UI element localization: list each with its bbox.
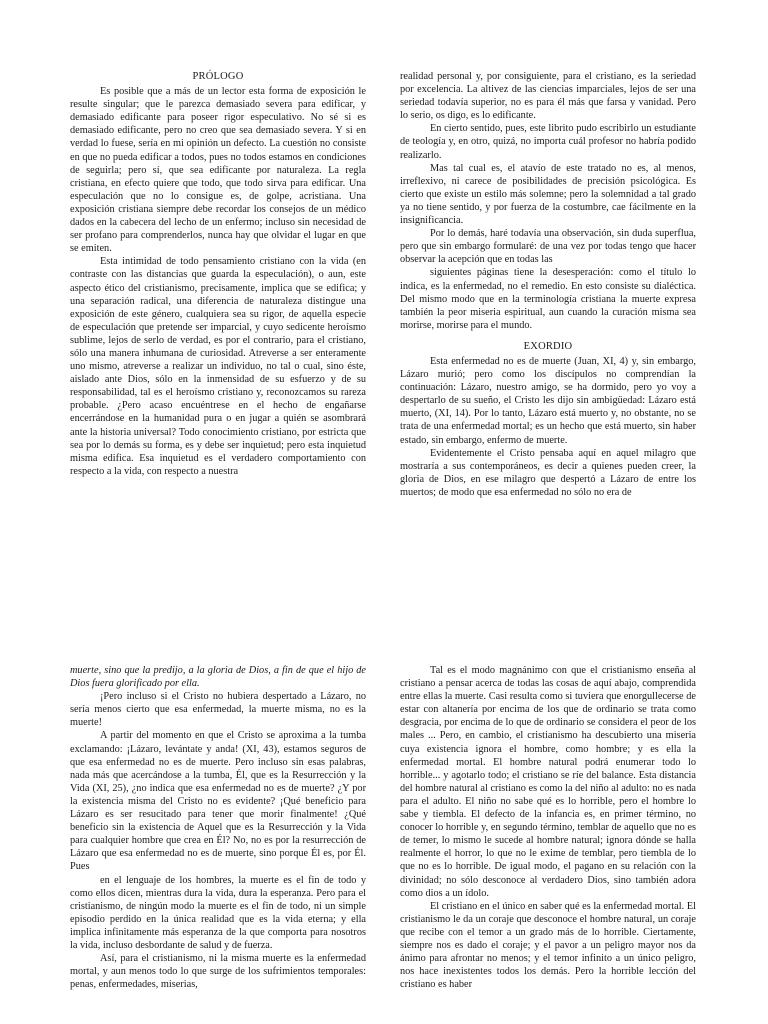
paragraph: siguientes páginas tiene la desesperación: como el título lo indica, es la enfermedad, no el remedio. En esto consiste su dialéctica. Del mismo modo que en la terminología cristiana la muerte expresa también la peor miseria espiritual, aun cuando la curación misma sea morirse, morirse para el mundo. xyxy=(400,267,696,331)
paragraph: Así, para el cristianismo, ni la misma muerte es la enfermedad mortal, y aun menos todo lo que surge de los sufrimientos temporales: penas, enfermedades, miserias, xyxy=(70,953,366,991)
paragraph: Esta intimidad de todo pensamiento cristiano con la vida (en contraste con las distancias que guarda la especulación), o aun, este aspecto ético del cristianismo, precisamente, implica que se edifica; y una separación radical, una diferencia de naturaleza distingue una exposición de este género, cualquiera sea su rigor, de aquella especie de especulación que pretende ser imparcial, y cuyo sedicente heroísmo sublime, lejos de serlo de verdad, es por el contrario, para el cristiano, sólo una manera inhumana de curiosidad. Atreverse a ser enteramente uno mismo, atreverse a realizar un individuo, no tal o cual, sino éste, aislado ante Dios, sólo en la inmensidad de su esfuerzo y de su responsabilidad, tal es el heroísmo cristiano y, reconozcamos su rareza probable. ¿Pero acaso encuéntrese en el hecho de engañarse encerrándose en la humanidad pura o en jugar a quién se asombrará ante la historia universal? Todo conocimiento cristiano, por estricta que sea por lo demás su forma, es y debe ser inquietud; pero esta inquietud misma edifica. Esa inquietud es el verdadero comportamiento con respecto a la vida, con respecto a nuestra xyxy=(70,256,366,477)
paragraph: en el lenguaje de los hombres, la muerte es el fin de todo y como ellos dicen, mientras dura la vida, dura la esperanza. Pero para el cristianismo, de ningún modo la muerte es el fin de todo, ni un simple episodio perdido en la única realidad que es la vida eterna; y ella implica infinitamente más esperanza de la que comporta para nosotros la vida, incluso desbordante de salud y de fuerza. xyxy=(70,874,366,951)
column-bottom-right xyxy=(400,664,696,991)
paragraph: En cierto sentido, pues, este librito pudo escribirlo un estudiante de teología y, en otro, quizá, no importa cuál profesor no habría podido realizarlo. xyxy=(400,123,696,161)
paragraph: Tal es el modo magnánimo con que el cristianismo enseña al cristiano a pensar acerca de todas las cosas de aquí abajo, comprendida entre ellas la muerte. Casi resulta como si tuviera que enorgullecerse de estar con altanería por encima de los que de ordinario se trata como desgracia, por encima de lo que de ordinario se considera el peor de los males ... Pero, en cambio, el cristianismo ha descubierto una miseria cuya existencia ignora el hombre, como hombre; y es ella la enfermedad mortal. El hombre natural podrá enumerar todo lo horrible... y agotarlo todo; el cristiano se ríe del balance. Esta distancia del hombre natural al cristiano es como la del niño al adulto: no es nada para el adulto. El niño no sabe qué es lo horrible, pero el hombre lo sabe y tiembla. El defecto de la infancia es, en primer término, no conocer lo horrible y, en segundo término, temblar de aquello que no es de temer, lo mismo le sucede al hombre natural; ignora dónde se halla realmente el horror, lo que no le exime de temblar, pero tiembla de lo que no es lo horrible. De igual modo, el pagano en su relación con la divinidad; no sólo desconoce al verdadero Dios, sino también adora como dios a un ídolo. xyxy=(400,665,696,899)
paragraph: A partir del momento en que el Cristo se aproxima a la tumba exclamando: ¡Lázaro, levántate y anda! (XI, 43), estamos seguros de que esa enfermedad no es de muerte. Pero incluso sin esas palabras, nada más que acercándose a la tumba, Él, que es la Resurrección y la Vida (XI, 25), ¿no indica que esa enfermedad no es de muerte? ¿Y por la existencia misma del Cristo no es evidente? ¡Qué beneficio para Lázaro es ser resucitado para tener que morir finalmente! ¿Qué beneficio sin la existencia de Aquel que es la Resurrección y la Vida para cualquier hombre que crea en Él? No, no es por la resurrección de Lázaro que esa enfermedad no es de muerte, sino porque Él es, por Él. Pues xyxy=(70,730,366,873)
paragraph: Evidentemente el Cristo pensaba aquí en aquel milagro que mostraría a sus contemporáneos, es decir a quienes pueden creer, la gloria de Dios, en ese milagro que despertó a Lázaro de entre los muertos; de modo que esa enfermedad no sólo no era de xyxy=(400,447,696,498)
column-top-right xyxy=(400,70,696,499)
column-top-left xyxy=(70,70,366,478)
prologue-heading: PRÓLOGO xyxy=(192,71,244,82)
column-bottom-left xyxy=(70,664,366,991)
paragraph: Esta enfermedad no es de muerte (Juan, XI, 4) y, sin embargo, Lázaro murió; pero como los discípulos no comprendían la continuación: Lázaro, nuestro amigo, se ha dormido, pero yo voy a despertarlo de su sueño, el Cristo les dijo sin ambigüedad: Lázaro está muerto, (XI, 14). Por lo tanto, Lázaro está muerto y, no obstante, no se trata de una enfermedad mortal; es un hecho que está muerto, sin haber estado, sin embargo, enfermo de muerte. xyxy=(400,355,696,446)
exordium-heading: EXORDIO xyxy=(523,340,573,352)
paragraph: Por lo demás, haré todavía una observación, sin duda superflua, pero que sin embargo formularé: de una vez por todas tengo que hacer observar la acepción que en todas las xyxy=(400,228,696,266)
paragraph: realidad personal y, por consiguiente, para el cristiano, es la seriedad por excelencia. La altivez de las ciencias imparciales, lejos de ser una seriedad todavía superior, no es para él más que farsa y vanidad. Pero lo serio, os digo, es lo edificante. xyxy=(400,71,696,122)
paragraph: Mas tal cual es, el atavío de este tratado no es, al menos, irreflexivo, ni carece de posibilidades de precisión psicológica. Es cierto que existe un estilo más solemne; pero la solemnidad a tal grado ya no tiene sentido, y por fuerza de la costumbre, cae fácilmente en la insignificancia. xyxy=(400,162,696,227)
paragraph: ¡Pero incluso si el Cristo no hubiera despertado a Lázaro, no sería menos cierto que esa enfermedad, la muerte misma, no es la muerte! xyxy=(70,691,366,729)
paragraph: Es posible que a más de un lector esta forma de exposición le resulte singular; que le parezca demasiado severa para edificar, y demasiado edificante para poseer rigor especulativo. No sé si es demasiado edificante, pero no creo que sea demasiado severa. Y si en verdad lo fuese, sería en mi opinión un defecto. La cuestión no consiste en que no pueda edificar a todos, pues no todos estamos en condiciones de seguirla; pero sí, que sea edificante por naturaleza. La regla cristiana, en efecto quiere que todo, que todo sirva para edificar. Una especulación que no lo consigue es, de golpe, acristiana. Una exposición cristiana siempre debe recordar los consejos de un médico dados en la cabecera del lecho de un enfermo; incluso sin necesidad de ser profano para comprenderlos, nunca hay que olvidar el lugar en que se emiten. xyxy=(70,86,366,255)
paragraph: muerte, sino que la predijo, a la gloria de Dios, a fin de que el hijo de Dios fuera glorificado por ella. xyxy=(70,665,366,690)
paragraph: El cristiano en el único en saber qué es la enfermedad mortal. El cristianismo le da un coraje que desconoce el hombre natural, un coraje que recibe con el temor a un grado más de lo horrible. Ciertamente, siempre nos es dado el coraje; y el pavor a un peligro mayor nos da ánimo para afrontar no menos; y el temor infinito a un único peligro, nos hace inexistentes todos los demás. Pero la horrible lección del cristiano es haber xyxy=(400,900,696,991)
